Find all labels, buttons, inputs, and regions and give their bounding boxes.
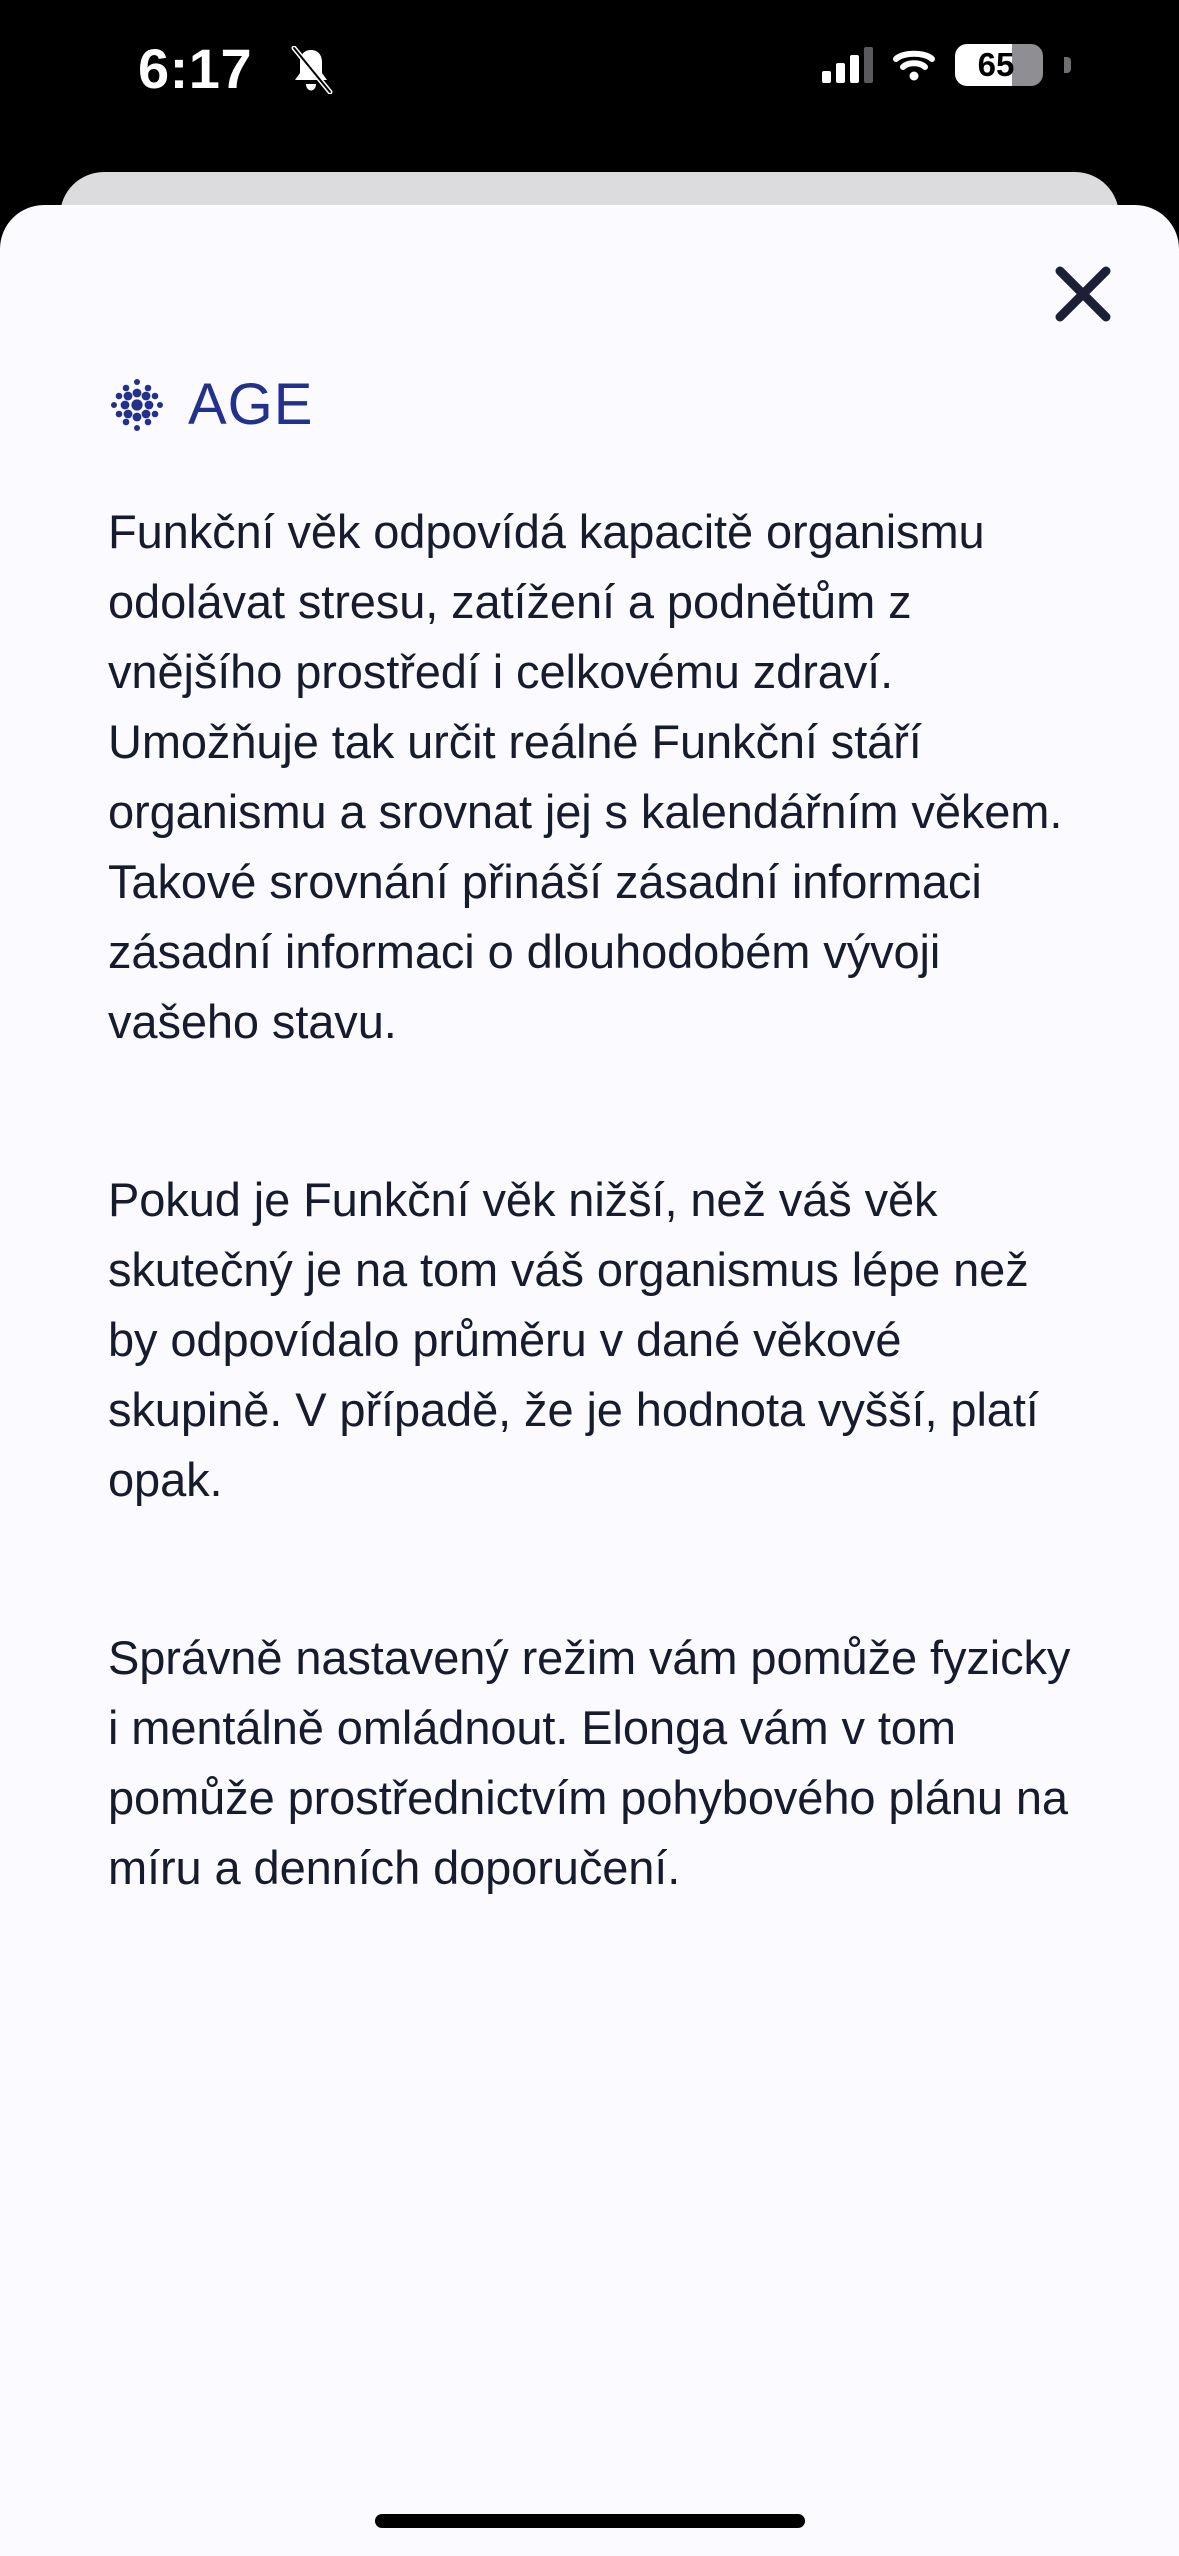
bell-slash-icon	[288, 46, 334, 94]
paragraph-3: Správně nastavený režim vám pomůže fyzicky i mentálně omládnout. Elonga vám v tom pomůže prostřednictvím pohybového plánu na míru a denních doporučení.	[108, 1631, 1071, 1894]
age-logo-label: AGE	[188, 372, 314, 437]
status-bar-icons	[822, 44, 1071, 86]
paragraph-2: Pokud je Funkční věk nižší, než váš věk skutečný je na tom váš organismus lépe než by odpovídalo průměru v dané věkové skupině. V případě, že je hodnota vyšší, platí opak.	[108, 1173, 1039, 1506]
close-button[interactable]	[1021, 238, 1145, 350]
age-logo	[108, 362, 314, 448]
battery-level-label: 65	[977, 46, 1015, 83]
radial-dots-icon	[108, 376, 166, 434]
close-x-icon	[1052, 263, 1114, 325]
home-indicator[interactable]	[375, 2514, 805, 2528]
article-content	[108, 497, 1076, 1903]
wifi-icon	[891, 47, 937, 83]
battery-icon	[955, 44, 1043, 86]
status-bar-time: 6:17	[138, 37, 253, 100]
battery-cap	[1064, 57, 1071, 73]
paragraph-1: Funkční věk odpovídá kapacitě organismu odolávat stresu, zatížení a podnětům z vnějšího prostředí i celkovému zdraví. Umožňuje tak určit reálné Funkční stáří organismu a srovnat jej s kalendářním věkem. Takové srovnání přináší zásadní informaci zásadní informaci o dlouhodobém vývoji vašeho stavu.	[108, 505, 1063, 1048]
status-bar	[0, 0, 1179, 150]
cellular-signal-icon	[822, 47, 873, 83]
